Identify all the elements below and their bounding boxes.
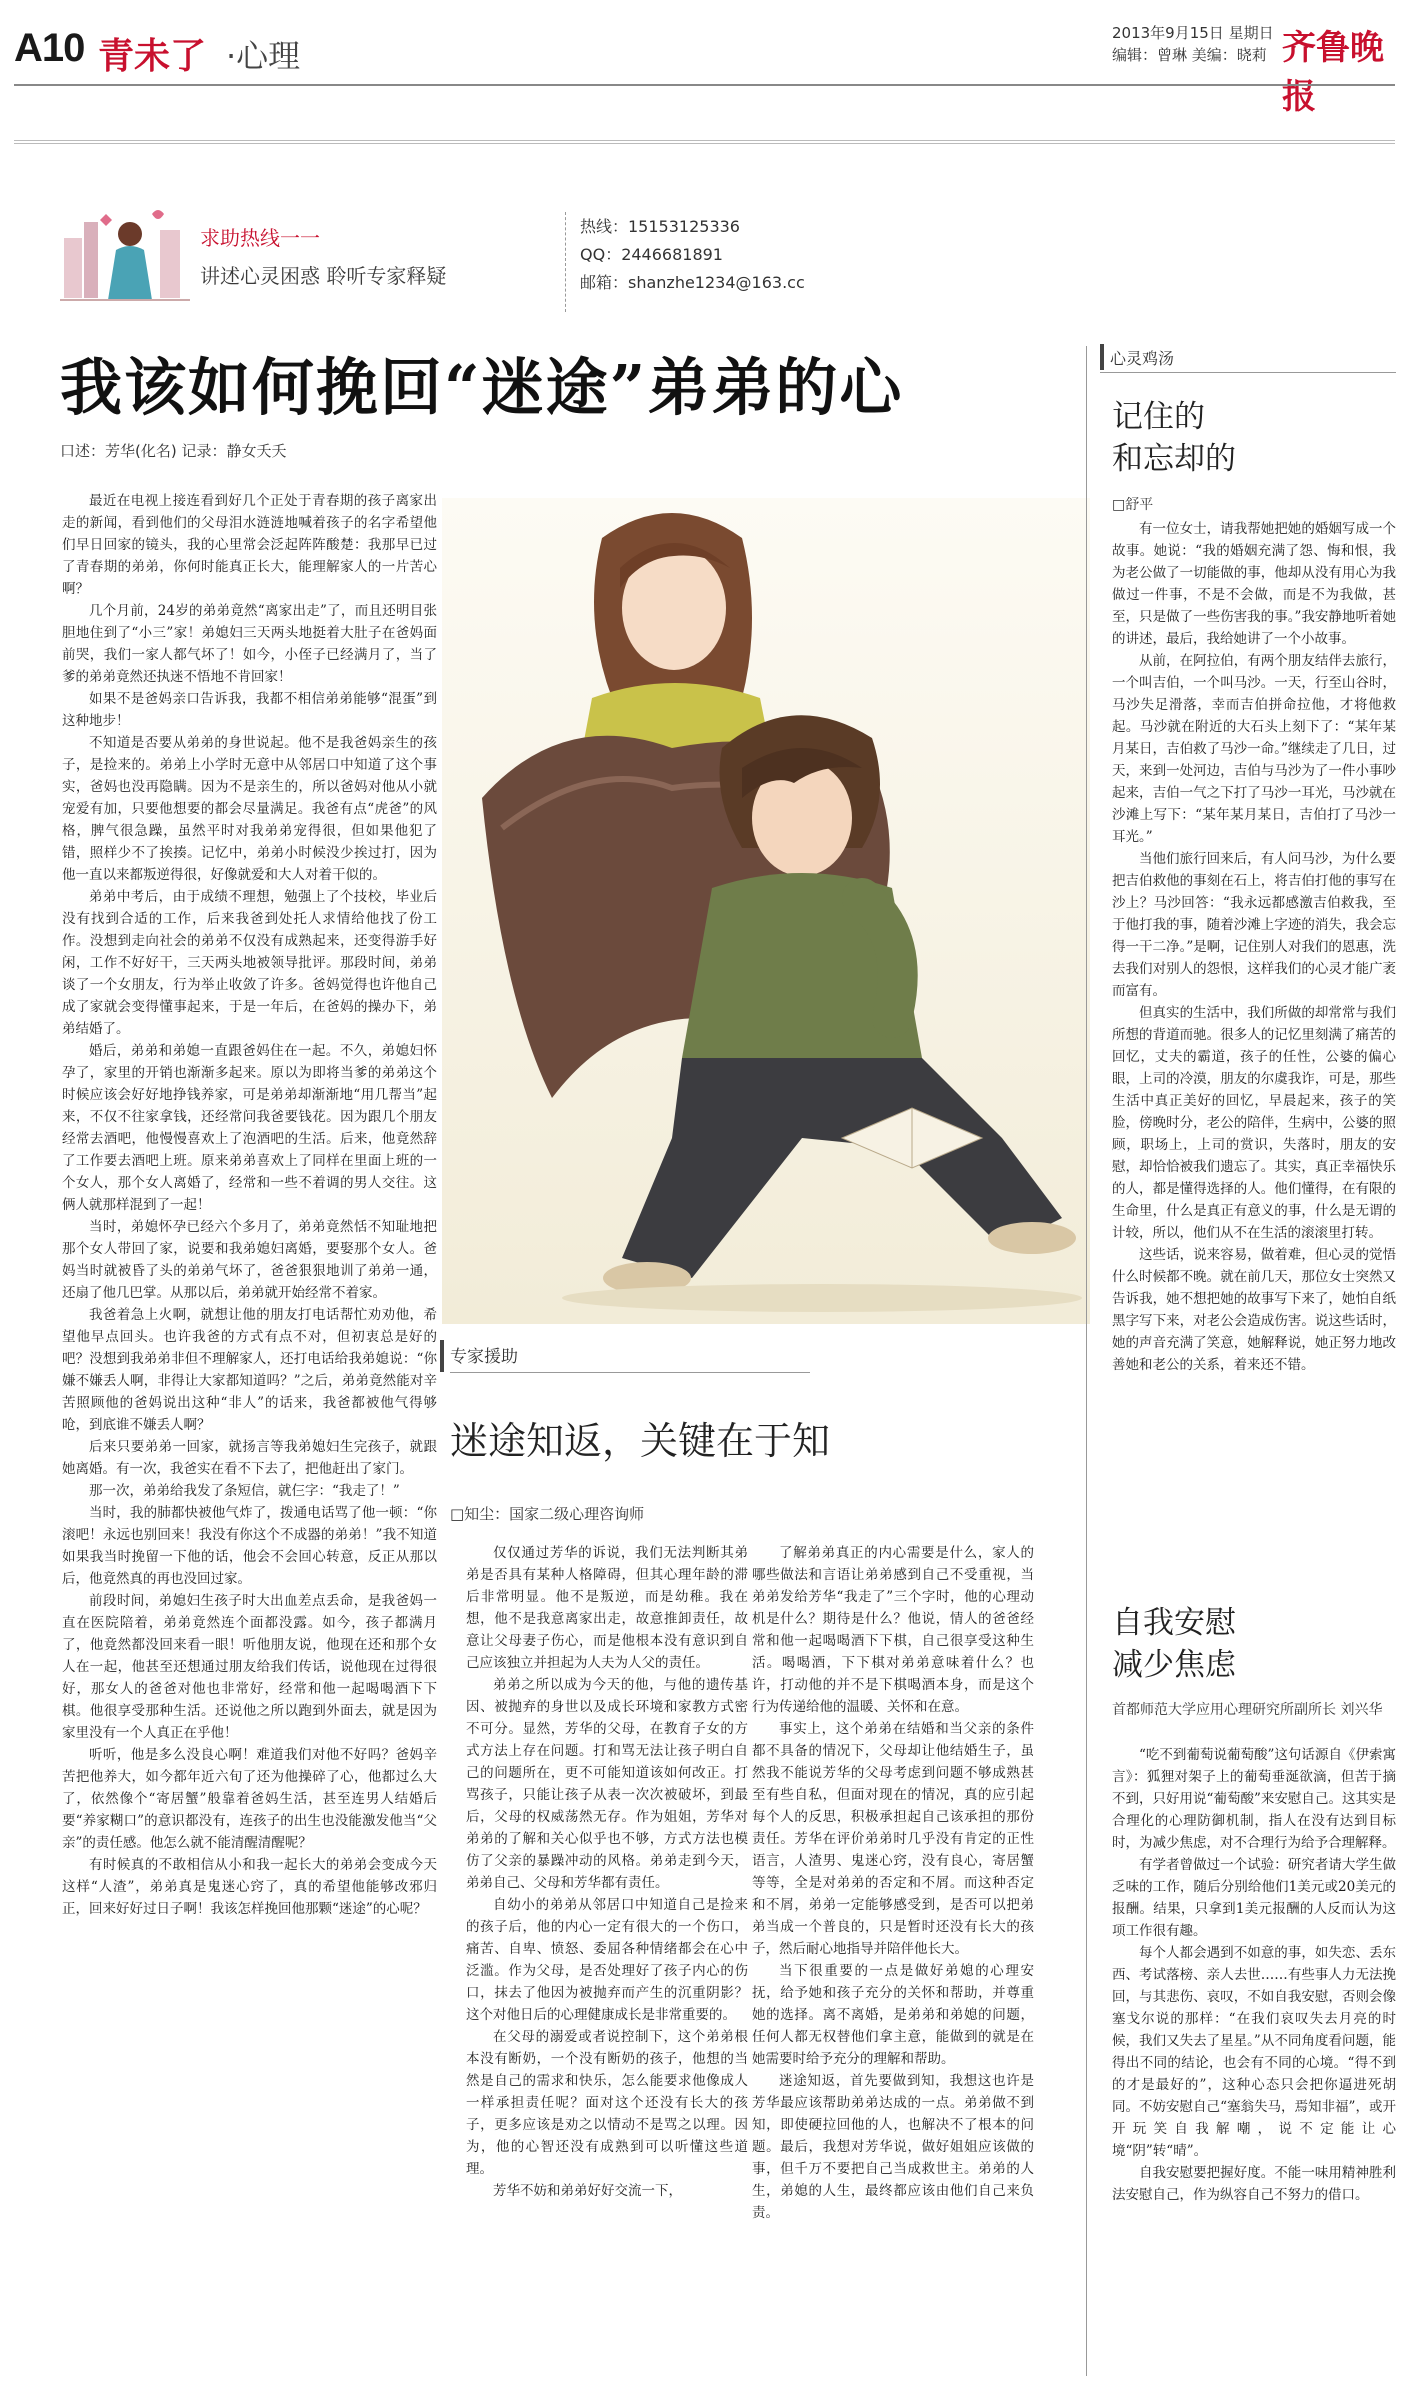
expert-paragraph: 仅仅通过芳华的诉说，我们无法判断其弟弟是否具有某种人格障碍，但其心理年龄的滞后非常明显。他不是叛逆，而是幼稚。我在想，他不是我意离家出走，故意推卸责任，故意让父母妻子伤心，而是他根本没有意识到自己应该独立并担起为人夫为人父的责任。 [466,1545,748,1671]
sidebar-paragraph: 但真实的生活中，我们所做的却常常与我们所想的背道而驰。很多人的记忆里刻满了痛苦的回忆，丈夫的霸道，孩子的任性，公婆的偏心眼，上司的冷漠，朋友的尔虞我诈，可是，那些生活中真正美好的回忆，早晨起来，孩子的笑脸，傍晚时分，老公的陪伴，生病中，公婆的照顾，职场上，上司的赏识，失落时，朋友的安慰，却恰恰被我们遗忘了。其实，真正幸福快乐的人，都是懂得选择的人。他们懂得，在有限的生命里，什么是真正有意义的事，什么是无谓的计较，所以，他们从不在生活的滚滚里打转。 [1112,1005,1396,1241]
sidebar-paragraph: 自我安慰要把握好度。不能一味用精神胜利法安慰自己，作为纵容自己不努力的借口。 [1112,2165,1396,2203]
sidebar-paragraph: 有一位女士，请我帮她把她的婚姻写成一个故事。她说：“我的婚姻充满了怨、悔和恨，我为老公做了一切能做的事，他却从没有用心为我做过一件事，不是不会做，而是不为我做，甚至，只是做了一些伤害我的事。”我安静地听着她的讲述，最后，我给她讲了一个小故事。 [1112,521,1396,647]
sidebar-article-1-title: 记住的 和忘却的 [1112,399,1236,477]
expert-title: 迷途知返，关键在于知 [450,1419,831,1463]
sidebar-paragraph: 每个人都会遇到不如意的事，如失恋、丢东西、考试落榜、亲人去世……有些事人力无法挽回，与其悲伤、哀叹，不如自我安慰，否则会像塞戈尔说的那样：“在我们哀叹失去月亮的时候，我们又失去了星星。”从不同角度看问题，能得出不同的结论，也会有不同的心境。“得不到的才是最好的”，这种心态只会把你逼进死胡同。不妨安慰自己“塞翁失马，焉知非福”，或开开玩笑自我解嘲，说不定能让心境“阴”转“晴”。 [1112,1945,1396,2159]
story-paragraph: 如果不是爸妈亲口告诉我，我都不相信弟弟能够“混蛋”到这种地步！ [62,691,437,729]
story-paragraph: 当时，我的肺都快被他气炸了，拨通电话骂了他一顿：“你滚吧！永远也别回来！我没有你这个不成器的弟弟！”我不知道如果我当时挽留一下他的话，他会不会回心转意，反正从那以后，他竟然真的再也没回过家。 [62,1505,437,1587]
expert-author: □知尘：国家二级心理咨询师 [450,1505,645,1523]
page-number: A10 [14,26,85,70]
story-paragraph: 那一次，弟弟给我发了条短信，就仨字：“我走了！” [89,1483,400,1499]
expert-section-tag: 专家援助 [450,1347,518,1367]
section-name: 青未了 [98,36,207,77]
sidebar-tag-bar [1100,344,1104,370]
expert-body-col-2 [752,1542,1034,2362]
header-rule [14,84,1395,86]
story-paragraph: 当时，弟媳怀孕已经六个多月了，弟弟竟然恬不知耻地把那个女人带回了家，说要和我弟媳妇离婚，要娶那个女人。爸妈当时就被昏了头的弟弟气坏了，爸爸狠狠地训了弟弟一通，还扇了他几巴掌。从那以后，弟弟就开始经常不着家。 [62,1219,437,1301]
sidebar-article-2-title: 自我安慰 减少焦虑 [1112,1605,1236,1683]
story-paragraph: 我爸着急上火啊，就想让他的朋友打电话帮忙劝劝他，希望他早点回头。也许我爸的方式有点不对，但初衷总是好的吧？没想到我弟弟非但不理解家人，还打电话给我弟媳说：“你嫌不嫌丢人啊，非得让大家都知道吗？”之后，弟弟竟然能对辛苦照顾他的爸妈说出这种“非人”的话来，我爸都被他气得够呛，到底谁不嫌丢人啊？ [62,1307,437,1433]
story-paragraph: 最近在电视上接连看到好几个正处于青春期的孩子离家出走的新闻，看到他们的父母泪水涟涟地喊着孩子的名字希望他们早日回家的镜头，我的心里常会泛起阵阵酸楚：我那早已过了青春期的弟弟，你何时能真正长大，能理解家人的一片苦心啊？ [62,493,437,597]
editor-credits: 编辑：曾琳 美编：晓莉 [1112,46,1267,64]
sidebar-tag: 心灵鸡汤 [1110,349,1175,368]
hotline-banner [60,200,560,315]
sidebar-paragraph: 当他们旅行回来后，有人问马沙，为什么要把吉伯救他的事刻在石上，将吉伯打他的事写在沙上？马沙回答：“我永远都感激吉伯救我，至于他打我的事，随着沙滩上字迹的消失，我会忘得一干二净。”是啊，记住别人对我们的恩惠，洗去我们对别人的怨恨，这样我们的心灵才能广袤而富有。 [1112,851,1396,999]
sidebar-paragraph: 这些话，说来容易，做着难，但心灵的觉悟什么时候都不晚。就在前几天，那位女士突然又告诉我，她不想把她的故事写下来了，她怕自纸黑字写下来，对老公会造成伤害。说这些话时，她的声音充满了笑意，她解释说，她正努力地改善她和老公的关系，着来还不错。 [1112,1247,1396,1373]
header-double-rule [14,140,1395,144]
expert-paragraph: 弟弟之所以成为今天的他，与他的遗传基因、被抛弃的身世以及成长环境和家教方式密不可分。显然，芳华的父母，在教育子女的方式方法上存在问题。打和骂无法让孩子明白自己的问题所在，更不可能知道该如何改正。打骂孩子，只能让孩子从表一次次被破坏，到最后，父母的权威荡然无存。作为姐姐，芳华对弟弟的了解和关心似乎也不够，方式方法也模仿了父亲的暴躁冲动的风格。弟弟走到今天，弟弟自己、父母和芳华都有责任。 [466,1677,748,1891]
siblings-illustration [442,498,1090,1324]
story-byline: 口述：芳华(化名) 记录：静女夭夭 [60,442,287,460]
expert-paragraph: 在父母的溺爱或者说控制下，这个弟弟根本没有断奶，一个没有断奶的孩子，他想的当然是自己的需求和快乐，怎么能要求他像成人一样承担责任呢？面对这个还没有长大的孩子，更多应该是劝之以情动不是骂之以理。因为，他的心智还没有成熟到可以听懂这些道理。 [466,2029,748,2177]
banner-divider [565,212,566,312]
hotline-phone: 热线：15153125336 [580,217,740,236]
sidebar-paragraph: 有学者曾做过一个试验：研究者请大学生做乏味的工作，随后分别给他们1美元或20美元的报酬。结果，只拿到1美元报酬的人反而认为这项工作很有趣。 [1112,1857,1396,1939]
story-paragraph: 后来只要弟弟一回家，就扬言等我弟媳妇生完孩子，就跟她离婚。有一次，我爸实在看不下去了，把他赶出了家门。 [62,1439,437,1477]
expert-paragraph: 芳华不妨和弟弟好好交流一下， [493,2183,682,2199]
sidebar-article-2-author: 首都师范大学应用心理研究所副所长 刘兴华 [1112,1702,1383,1718]
hotline-qq: QQ：2446681891 [580,245,723,264]
column-divider [1086,346,1087,2376]
expert-tag-bar [440,1340,444,1372]
hotline-illustration [60,200,190,315]
section-subtitle: ·心理 [226,37,301,75]
story-paragraph: 听听，他是多么没良心啊！难道我们对他不好吗？爸妈辛苦把他养大，如今都年近六旬了还为他操碎了心，他都过么大了，依然像个“寄居蟹”般靠着爸妈生活，甚至连男人结婚后要“养家糊口”的意识都没有，连孩子的出生也没能激发他当“父亲”的责任感。他怎么就不能清醒清醒呢？ [62,1747,437,1851]
expert-paragraph: 事实上，这个弟弟在结婚和当父亲的条件都不具备的情况下，父母却让他结婚生子，虽然我不能说芳华的父母考虑到问题不够成熟甚至有些自私，但面对现在的情况，真的应引起每个人的反思，积极承担起自己该承担的那份责任。芳华在评价弟弟时几乎没有肯定的正性语言，人渣男、鬼迷心窍，没有良心，寄居蟹等等，全是对弟弟的否定和不屑。而这种否定和不屑，弟弟一定能够感受到，是否可以把弟弟当成一个普良的，只是暂时还没有长大的孩子，然后耐心地指导并陪伴他长大。 [752,1721,1034,1957]
sidebar-article-1-author: □舒平 [1112,497,1154,513]
story-paragraph: 前段时间，弟媳妇生孩子时大出血差点丢命，是我爸妈一直在医院陪着，弟弟竟然连个面都没露。如今，孩子都满月了，他竟然都没回来看一眼！听他朋友说，他现在还和那个女人在一起，他甚至还想通过朋友给我们传话，说他现在过得很好，那女人的爸爸对他也非常好，经常和他一起喝喝酒下下棋。他很享受那种生活。还说他之所以跑到外面去，就是因为家里没有一个人真正在乎他！ [62,1593,437,1741]
hotline-heading: 求助热线一一 [200,226,320,250]
newspaper-logo: 齐鲁晚报 [1282,28,1384,117]
sidebar-article-1-body [1112,518,1396,1528]
expert-tag-rule [450,1372,810,1373]
hotline-email: 邮箱：shanzhe1234@163.cc [580,273,805,292]
sidebar-paragraph: 从前，在阿拉伯，有两个朋友结伴去旅行，一个叫吉伯，一个叫马沙。一天，行至山谷时，马沙失足滑落，幸而吉伯拼命拉他，才将他救起。马沙就在附近的大石头上刻下了：“某年某月某日，吉伯救了马沙一命。”继续走了几日，过天，来到一处河边，吉伯与马沙为了一件小事吵起来，吉伯一气之下打了马沙一耳光，马沙就在沙滩上写下：“某年某月某日，吉伯打了马沙一耳光。” [1112,653,1396,845]
story-paragraph: 不知道是否要从弟弟的身世说起。他不是我爸妈亲生的孩子，是捡来的。弟弟上小学时无意中从邻居口中知道了这个事实，爸妈也没再隐瞒。因为不是亲生的，所以爸妈对他从小就宠爱有加，只要他想要的都会尽量满足。我爸有点“虎爸”的风格，脾气很急躁，虽然平时对我弟弟宠得很，但如果他犯了错，照样少不了挨揍。记忆中，弟弟小时候没少挨过打，因为他一直以来都叛逆得很，好像就爱和大人对着干似的。 [62,735,437,883]
story-paragraph: 有时候真的不敢相信从小和我一起长大的弟弟会变成今天这样“人渣”，弟弟真是鬼迷心窍了，真的希望他能够改邪归正，回来好好过日子啊！我该怎样挽回他那颗“迷途”的心呢？ [62,1857,437,1917]
issue-date: 2013年9月15日 星期日 [1112,24,1274,42]
expert-paragraph: 迷途知返，首先要做到知，我想这也许是芳华最应该帮助弟弟达成的一点。弟弟做不到知，即使硬拉回他的人，也解决不了根本的问题。最后，我想对芳华说，做好姐姐应该做的事，但千万不要把自己当成救世主。弟弟的人生，弟媳的人生，最终都应该由他们自己来负责。 [752,2073,1034,2221]
story-title: 我该如何挽回“迷途”弟弟的心 [60,351,904,424]
story-body [62,490,437,2370]
sidebar-article-2-body [1112,1744,1396,2364]
hotline-subheading: 讲述心灵困惑 聆听专家释疑 [200,264,447,288]
expert-paragraph: 自幼小的弟弟从邻居口中知道自己是捡来的孩子后，他的内心一定有很大的一个伤口，痛苦、自卑、愤怒、委屈各种情绪都会在心中泛滥。作为父母，是否处理好了孩子内心的伤口，抹去了他因为被抛弃而产生的沉重阴影？这个对他日后的心理健康成长是非常重要的。 [466,1897,748,2023]
sidebar-paragraph: “吃不到葡萄说葡萄酸”这句话源自《伊索寓言》：狐狸对架子上的葡萄垂涎欲滴，但苦于摘不到，只好用说“葡萄酸”来安慰自己。这其实是合理化的心理防御机制，指人在没有达到目标时，为减少焦虑，对不合理行为给予合理解释。 [1112,1747,1396,1851]
story-paragraph: 几个月前，24岁的弟弟竟然“离家出走”了，而且还明目张胆地住到了“小三”家！弟媳妇三天两头地挺着大肚子在爸妈面前哭，我们一家人都气坏了！如今，小侄子已经满月了，当了爹的弟弟竟然还执迷不悟地不肯回家！ [62,603,437,685]
expert-paragraph: 了解弟弟真正的内心需要是什么，家人的哪些做法和言语让弟弟感到自己不受重视，当弟弟发给芳华“我走了”三个字时，他的心理动机是什么？期待是什么？他说，情人的爸爸经常和他一起喝喝酒下下棋，自己很享受这种生活。喝喝酒，下下棋对弟弟意味着什么？也许，打动他的并不是下棋喝酒本身，而是这个行为传递给他的温暖、关怀和在意。 [752,1545,1034,1715]
story-paragraph: 弟弟中考后，由于成绩不理想，勉强上了个技校，毕业后没有找到合适的工作，后来我爸到处托人求情给他找了份工作。没想到走向社会的弟弟不仅没有成熟起来，还变得游手好闲，工作不好好干，三天两头地被领导批评。那段时间，弟弟谈了一个女朋友，行为举止收敛了许多。爸妈觉得也许他自己成了家就会变得懂事起来，于是一年后，在爸妈的操办下，弟弟结婚了。 [62,889,437,1037]
sidebar-tag-rule [1100,372,1396,373]
expert-body-col-1 [466,1542,748,2362]
story-paragraph: 婚后，弟弟和弟媳一直跟爸妈住在一起。不久，弟媳妇怀孕了，家里的开销也渐渐多起来。原以为即将当爹的弟弟这个时候应该会好好地挣钱养家，可是弟弟却渐渐地“用几帮当”起来，不仅不往家拿钱，还经常问我爸要钱花。因为跟几个朋友经常去酒吧，他慢慢喜欢上了泡酒吧的生活。后来，他竟然辞了工作要去酒吧上班。原来弟弟喜欢上了同样在里面上班的一个女人，那个女人离婚了，经常和一些不着调的男人交往。这俩人就那样混到了一起！ [62,1043,437,1213]
expert-paragraph: 当下很重要的一点是做好弟媳的心理安抚，给予她和孩子充分的关怀和帮助，并尊重她的选择。离不离婚，是弟弟和弟媳的问题，任何人都无权替他们拿主意，能做到的就是在她需要时给予充分的理解和帮助。 [752,1963,1034,2067]
